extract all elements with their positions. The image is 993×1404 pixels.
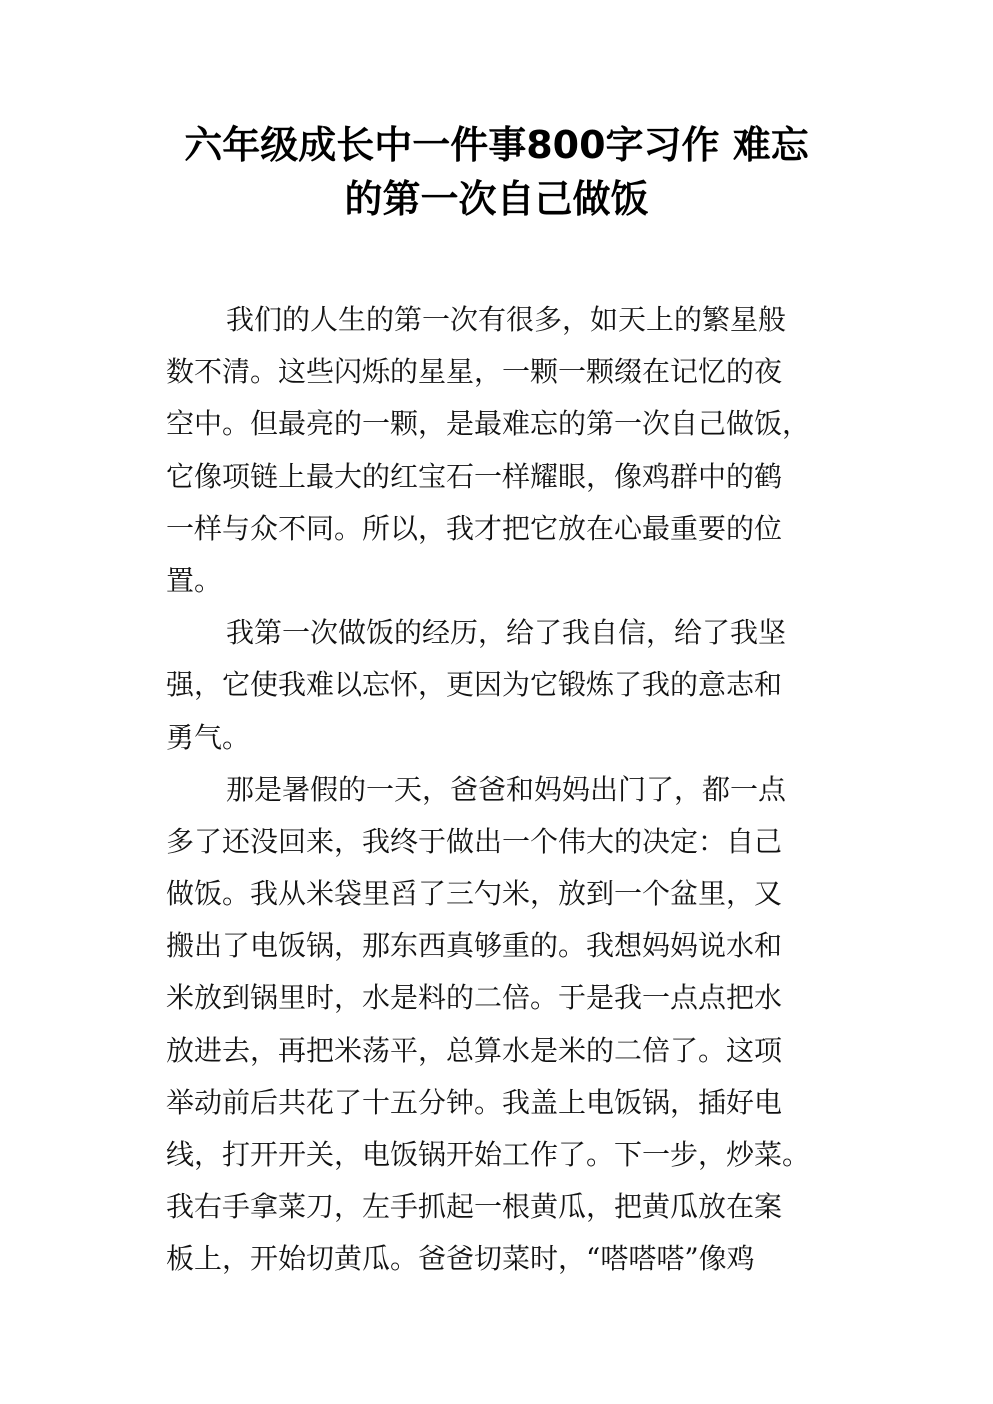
text-line: 板上，开始切黄瓜。爸爸切菜时，“嗒嗒嗒”像鸡 bbox=[166, 1242, 755, 1276]
title-line-1: 六年级成长中一件事800字习作 难忘 bbox=[184, 123, 809, 167]
text-line: 搬出了电饭锅，那东西真够重的。我想妈妈说水和 bbox=[166, 929, 783, 963]
essay-body bbox=[166, 294, 846, 1286]
text-line: 它像项链上最大的红宝石一样耀眼，像鸡群中的鹤 bbox=[166, 459, 783, 493]
text-line: 米放到锅里时，水是料的二倍。于是我一点点把水 bbox=[166, 981, 783, 1015]
text-line: 勇气。 bbox=[166, 720, 251, 754]
text-line: 多了还没回来，我终于做出一个伟大的决定：自己 bbox=[166, 824, 783, 858]
text-line: 强，它使我难以忘怀，更因为它锻炼了我的意志和 bbox=[166, 668, 783, 702]
text-line: 做饭。我从米袋里舀了三勺米，放到一个盆里，又 bbox=[166, 877, 783, 911]
title-line-2: 的第一次自己做饭 bbox=[344, 177, 649, 221]
text-line: 一样与众不同。所以，我才把它放在心最重要的位 bbox=[166, 511, 783, 545]
text-line: 线，打开开关，电饭锅开始工作了。下一步，炒菜。 bbox=[166, 1138, 811, 1171]
text-line: 置。 bbox=[166, 563, 223, 597]
text-line: 我们的人生的第一次有很多，如天上的繁星般 bbox=[226, 303, 787, 336]
text-line: 那是暑假的一天，爸爸和妈妈出门了，都一点 bbox=[226, 772, 787, 806]
text-line: 空中。但最亮的一颗，是最难忘的第一次自己做饭， bbox=[166, 407, 811, 441]
text-line: 我第一次做饭的经历，给了我自信，给了我坚 bbox=[226, 616, 787, 650]
document-title bbox=[120, 118, 873, 226]
text-line: 数不清。这些闪烁的星星，一颗一颗缀在记忆的夜 bbox=[166, 355, 783, 389]
text-line: 放进去，再把米荡平，总算水是米的二倍了。这项 bbox=[166, 1033, 783, 1067]
text-line: 举动前后共花了十五分钟。我盖上电饭锅，插好电 bbox=[166, 1085, 783, 1119]
text-line: 我右手拿菜刀，左手抓起一根黄瓜，把黄瓜放在案 bbox=[166, 1190, 783, 1224]
